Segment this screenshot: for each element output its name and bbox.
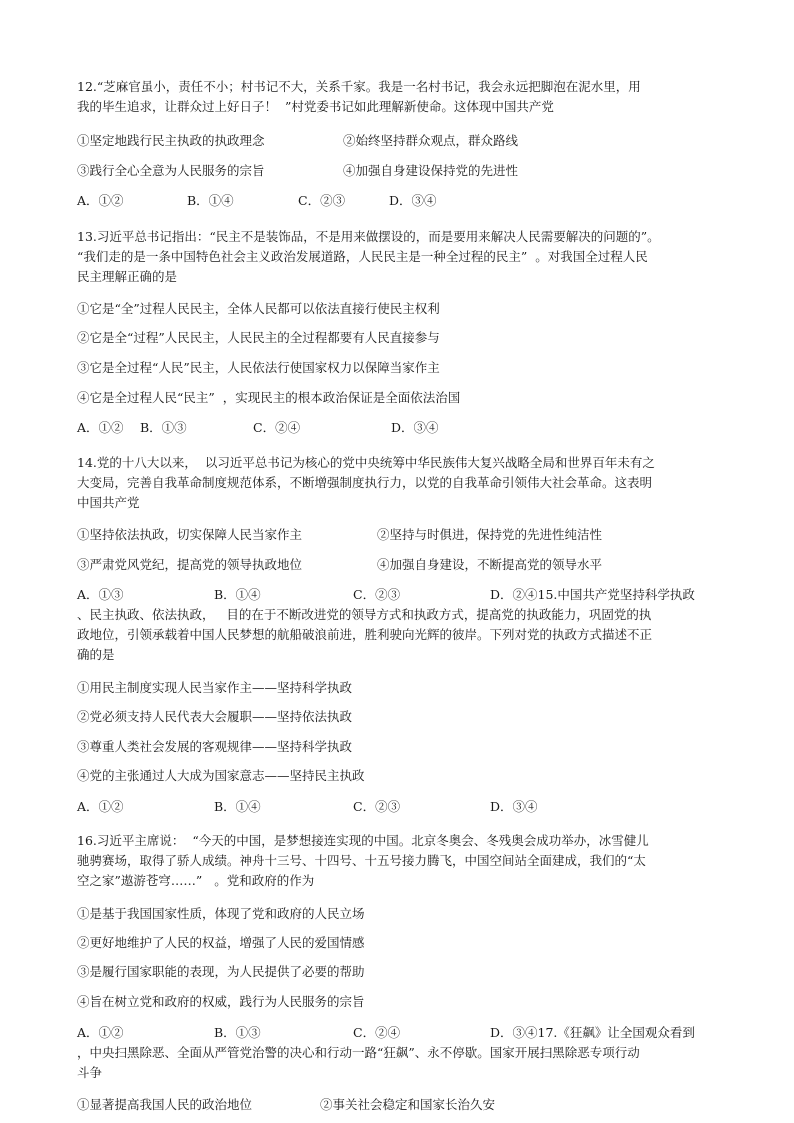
q17-option-2: ②事关社会稳定和国家长治久安 bbox=[320, 1097, 496, 1112]
q17-stem-line-1: ，中央扫黑除恶、全面从严管党治警的决心和行动一路“狂飙”、永不停歇。国家开展扫黑除恶专项行动 bbox=[77, 1045, 640, 1060]
q12-stem-line-1: 12.“芝麻官虽小，责任不小；村书记不大，关系千家。我是一名村书记，我会永远把脚泡在泥水里，用 bbox=[77, 79, 641, 94]
q15-stem-line-1: 、民主执政、依法执政， 目的在于不断改进党的领导方式和执政方式，提高党的执政能力，巩固党的执 bbox=[77, 607, 652, 622]
q13-option-3: ③它是全过程“人民”民主，人民依法行使国家权力以保障当家作主 bbox=[77, 360, 440, 375]
q15-stem-line-3: 确的是 bbox=[77, 647, 115, 662]
q15-option-4: ④党的主张通过人大成为国家意志——坚持民主执政 bbox=[77, 768, 365, 783]
q16-stem-line-1: 16.习近平主席说： “今天的中国，是梦想接连实现的中国。北京冬奥会、冬残奥会成功举办，冰雪健儿 bbox=[77, 833, 649, 848]
q16-option-4: ④旨在树立党和政府的权威，践行为人民服务的宗旨 bbox=[77, 994, 365, 1009]
q13-stem-line-2: “我们走的是一条中国特色社会主义政治发展道路，人民民主是一种全过程的民主” 。对我国全过程人民 bbox=[77, 249, 648, 264]
q15-option-3: ③尊重人类社会发展的客观规律——坚持科学执政 bbox=[77, 739, 353, 754]
q12-option-1: ①坚定地践行民主执政的执政理念 bbox=[77, 133, 265, 148]
q15-answer-d: D．③④ bbox=[490, 799, 538, 814]
q17-option-1: ①显著提高我国人民的政治地位 bbox=[77, 1097, 253, 1112]
q16-answer-a: A．①② bbox=[77, 1025, 124, 1040]
q12-answer-d: D．③④ bbox=[389, 193, 437, 208]
q14-answer-c: C．②③ bbox=[353, 587, 401, 602]
q16-answer-b: B．①③ bbox=[214, 1025, 261, 1040]
q14-stem-line-3: 中国共产党 bbox=[77, 495, 140, 510]
q15-option-1: ①用民主制度实现人民当家作主——坚持科学执政 bbox=[77, 680, 353, 695]
q12-option-4: ④加强自身建设保持党的先进性 bbox=[343, 163, 519, 178]
q16-stem-line-3: 空之家”遨游苍穹……” 。党和政府的作为 bbox=[77, 873, 315, 888]
q14-answer-b: B．①④ bbox=[214, 587, 261, 602]
q14-option-1: ①坚持依法执政，切实保障人民当家作主 bbox=[77, 527, 303, 542]
q16-stem-line-2: 驰骋赛场，取得了骄人成绩。神舟十三号、十四号、十五号接力腾飞，中国空间站全面建成，我们的“太 bbox=[77, 853, 646, 868]
q13-answer-a: A．①② bbox=[77, 420, 124, 435]
q13-stem-line-1: 13.习近平总书记指出：“民主不是装饰品，不是用来做摆设的，而是要用来解决人民需要解决的问题的”。 bbox=[77, 229, 660, 244]
q16-option-1: ①是基于我国国家性质，体现了党和政府的人民立场 bbox=[77, 906, 365, 921]
q12-stem-line-2: 我的毕生追求，让群众过上好日子！ ”村党委书记如此理解新使命。这体现中国共产党 bbox=[77, 99, 554, 114]
q15-option-2: ②党必须支持人民代表大会履职——坚持依法执政 bbox=[77, 709, 353, 724]
q17-stem-line-2: 斗争 bbox=[77, 1065, 103, 1080]
q13-answer-d: D．③④ bbox=[391, 420, 439, 435]
q14-stem-line-2: 大变局，完善自我革命制度规范体系，不断增强制度执行力，以党的自我革命引领伟大社会革命。这表明 bbox=[77, 475, 653, 490]
q15-answer-c: C．②③ bbox=[353, 799, 401, 814]
q16-option-3: ③是履行国家职能的表现，为人民提供了必要的帮助 bbox=[77, 964, 365, 979]
q12-option-2: ②始终坚持群众观点，群众路线 bbox=[343, 133, 519, 148]
q14-stem-line-1: 14.党的十八大以来， 以习近平总书记为核心的党中央统筹中华民族伟大复兴战略全局和世界百年未有之 bbox=[77, 455, 655, 470]
q14-option-3: ③严肃党风党纪，提高党的领导执政地位 bbox=[77, 557, 303, 572]
q14-option-2: ②坚持与时俱进，保持党的先进性纯洁性 bbox=[377, 527, 603, 542]
q16-option-2: ②更好地维护了人民的权益，增强了人民的爱国情感 bbox=[77, 935, 365, 950]
q14-answer-a: A．①③ bbox=[77, 587, 124, 602]
q13-answer-b: B．①③ bbox=[140, 420, 187, 435]
q13-option-4: ④它是全过程人民“民主” ，实现民主的根本政治保证是全面依法治国 bbox=[77, 390, 461, 405]
q12-option-3: ③践行全心全意为人民服务的宗旨 bbox=[77, 163, 265, 178]
q14-option-4: ④加强自身建设，不断提高党的领导水平 bbox=[377, 557, 603, 572]
q13-stem-line-3: 民主理解正确的是 bbox=[77, 269, 178, 284]
q14-answer-d: D．②④15.中国共产党坚持科学执政 bbox=[490, 587, 695, 602]
q12-answer-a: A．①② bbox=[77, 193, 124, 208]
q16-answer-d: D．③④17.《狂飙》让全国观众看到 bbox=[490, 1025, 695, 1040]
q13-option-2: ②它是全“过程”人民民主，人民民主的全过程都要有人民直接参与 bbox=[77, 330, 440, 345]
q15-stem-line-2: 政地位，引领承载着中国人民梦想的航船破浪前进，胜利驶向光辉的彼岸。下列对党的执政方式描述不正 bbox=[77, 627, 653, 642]
q13-option-1: ①它是“全”过程人民民主，全体人民都可以依法直接行使民主权利 bbox=[77, 301, 440, 316]
q15-answer-a: A．①② bbox=[77, 799, 124, 814]
q12-answer-b: B．①④ bbox=[187, 193, 234, 208]
q16-answer-c: C．②④ bbox=[353, 1025, 401, 1040]
q15-answer-b: B．①④ bbox=[214, 799, 261, 814]
q12-answer-c: C．②③ bbox=[298, 193, 346, 208]
q13-answer-c: C．②④ bbox=[253, 420, 301, 435]
